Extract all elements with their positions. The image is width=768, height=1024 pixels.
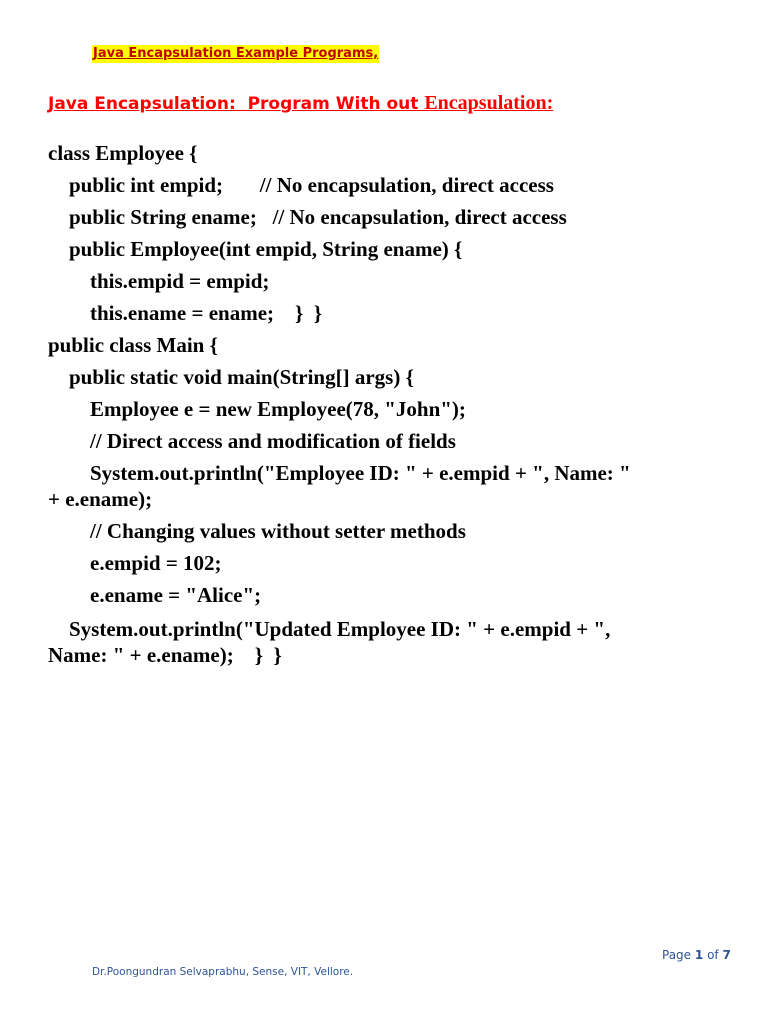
code-line: System.out.println("Employee ID: " + e.empid + ", Name: " (48, 461, 631, 485)
top-heading: Java Encapsulation Example Programs, (93, 46, 379, 61)
code-line: public static void main(String[] args) { (48, 365, 414, 389)
code-line: public int empid; // No encapsulation, direct access (48, 173, 554, 197)
code-line: public class Main { (48, 333, 218, 357)
code-line: // Direct access and modification of fields (48, 429, 456, 453)
code-line: public Employee(int empid, String ename) { (48, 237, 463, 261)
code-line: e.ename = "Alice"; (48, 583, 262, 607)
code-line: + e.ename); (48, 487, 153, 511)
code-line: class Employee { (48, 141, 198, 165)
page-current: 1 (694, 948, 704, 962)
code-line: this.empid = empid; (48, 269, 270, 293)
page-number (662, 948, 731, 962)
page-label: Page (662, 948, 692, 962)
code-line: public String ename; // No encapsulation, direct access (48, 205, 567, 229)
page-total: 7 (722, 948, 731, 962)
code-line: System.out.println("Updated Employee ID: " + e.empid + ", (48, 617, 611, 641)
code-line: Employee e = new Employee(78, "John"); (48, 397, 466, 421)
main-heading (48, 90, 553, 117)
code-line: e.empid = 102; (48, 551, 222, 575)
main-heading-suffix: Encapsulation: (424, 92, 554, 114)
code-line: this.ename = ename; } } (48, 301, 323, 325)
code-line: // Changing values without setter methods (48, 519, 466, 543)
code-line: Name: " + e.ename); } } (48, 643, 282, 667)
page-of: of (707, 948, 719, 962)
footer-author: Dr.Poongundran Selvaprabhu, Sense, VIT, Vellore. (92, 966, 354, 978)
main-heading-prefix: Java Encapsulation: Program With out (48, 94, 425, 114)
